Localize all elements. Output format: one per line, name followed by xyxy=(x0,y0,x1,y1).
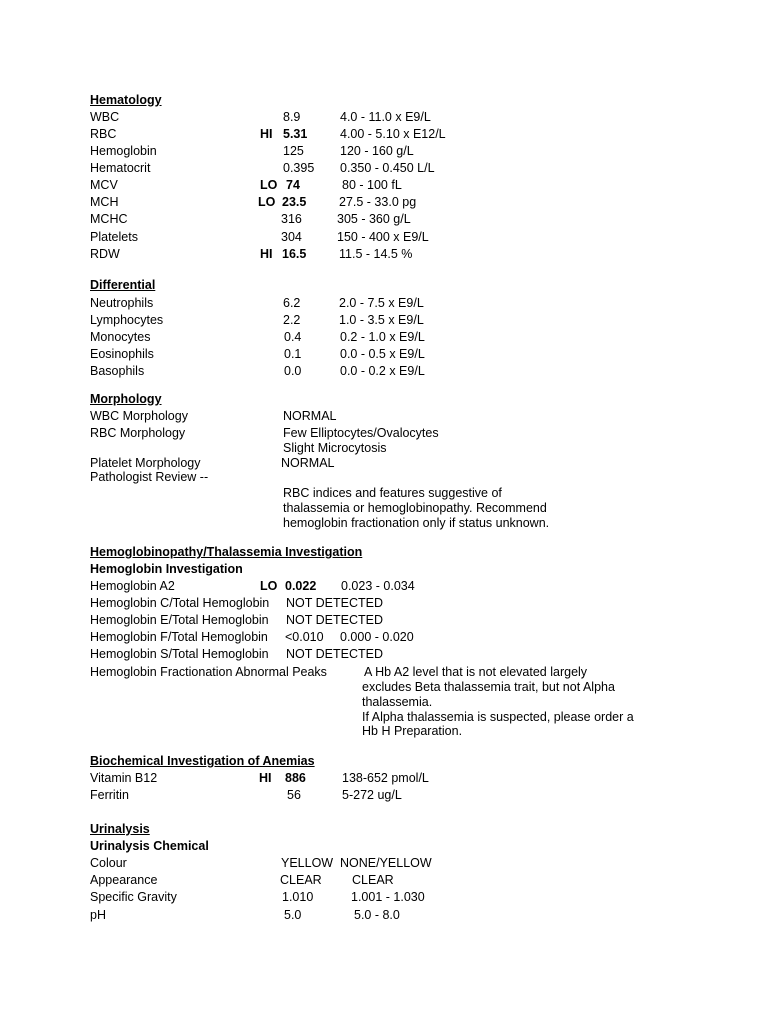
hb-peaks-comment-line: A Hb A2 level that is not elevated largely xyxy=(364,665,588,679)
hb-a2-value: 0.022 xyxy=(285,579,317,593)
rdw-flag: HI xyxy=(260,247,273,261)
morphology-heading: Morphology xyxy=(90,392,162,406)
basophils-range: 0.0 - 0.2 x E9/L xyxy=(340,364,425,378)
platelets-range: 150 - 400 x E9/L xyxy=(337,230,429,244)
lymphocytes-label: Lymphocytes xyxy=(90,313,164,327)
rbc-morphology-value-1: Few Elliptocytes/Ovalocytes xyxy=(283,426,439,440)
ph-range: 5.0 - 8.0 xyxy=(354,908,400,922)
basophils-value: 0.0 xyxy=(284,364,302,378)
rbc-flag: HI xyxy=(260,127,273,141)
rbc-range: 4.00 - 5.10 x E12/L xyxy=(340,127,446,141)
ph-label: pH xyxy=(90,908,106,922)
monocytes-value: 0.4 xyxy=(284,330,302,344)
mchc-range: 305 - 360 g/L xyxy=(337,212,411,226)
hb-f-range: 0.000 - 0.020 xyxy=(340,630,414,644)
specific-gravity-value: 1.010 xyxy=(282,890,314,904)
rbc-value: 5.31 xyxy=(283,127,308,141)
hb-c-value: NOT DETECTED xyxy=(286,596,383,610)
platelets-label: Platelets xyxy=(90,230,138,244)
appearance-value: CLEAR xyxy=(280,873,322,887)
hb-f-value: <0.010 xyxy=(285,630,324,644)
platelet-morphology-label: Platelet Morphology xyxy=(90,456,201,470)
hematocrit-range: 0.350 - 0.450 L/L xyxy=(340,161,435,175)
mcv-range: 80 - 100 fL xyxy=(342,178,402,192)
rbc-morphology-value-2: Slight Microcytosis xyxy=(283,441,387,455)
differential-heading: Differential xyxy=(90,278,156,292)
colour-value: YELLOW xyxy=(281,856,334,870)
pathologist-comment-line: hemoglobin fractionation only if status unknown. xyxy=(283,516,550,530)
vitamin-b12-label: Vitamin B12 xyxy=(90,771,158,785)
neutrophils-range: 2.0 - 7.5 x E9/L xyxy=(339,296,424,310)
ferritin-label: Ferritin xyxy=(90,788,129,802)
rbc-morphology-label: RBC Morphology xyxy=(90,426,186,440)
hemoglobin-label: Hemoglobin xyxy=(90,144,157,158)
hb-a2-range: 0.023 - 0.034 xyxy=(341,579,415,593)
mch-range: 27.5 - 33.0 pg xyxy=(339,195,417,209)
hb-s-label: Hemoglobin S/Total Hemoglobin xyxy=(90,647,269,661)
pathologist-comment-line: thalassemia or hemoglobinopathy. Recommend xyxy=(283,501,547,515)
mcv-label: MCV xyxy=(90,178,118,192)
hb-a2-label: Hemoglobin A2 xyxy=(90,579,175,593)
wbc-value: 8.9 xyxy=(283,110,301,124)
pathologist-review-label: Pathologist Review -- xyxy=(90,470,209,484)
platelet-morphology-value: NORMAL xyxy=(281,456,335,470)
anemias-heading: Biochemical Investigation of Anemias xyxy=(90,754,315,768)
hematology-heading: Hematology xyxy=(90,93,162,107)
hb-e-value: NOT DETECTED xyxy=(286,613,383,627)
mch-label: MCH xyxy=(90,195,119,209)
urinalysis-heading: Urinalysis xyxy=(90,822,150,836)
appearance-range: CLEAR xyxy=(352,873,394,887)
hemoglobin-investigation-subheading: Hemoglobin Investigation xyxy=(90,562,243,576)
ferritin-range: 5-272 ug/L xyxy=(342,788,402,802)
monocytes-label: Monocytes xyxy=(90,330,151,344)
basophils-label: Basophils xyxy=(90,364,145,378)
wbc-morphology-value: NORMAL xyxy=(283,409,337,423)
mchc-label: MCHC xyxy=(90,212,128,226)
mcv-flag: LO xyxy=(260,178,278,192)
eosinophils-value: 0.1 xyxy=(284,347,302,361)
hb-a2-flag: LO xyxy=(260,579,278,593)
hb-c-label: Hemoglobin C/Total Hemoglobin xyxy=(90,596,270,610)
hb-s-value: NOT DETECTED xyxy=(286,647,383,661)
mcv-value: 74 xyxy=(286,178,300,192)
hb-e-label: Hemoglobin E/Total Hemoglobin xyxy=(90,613,269,627)
rbc-label: RBC xyxy=(90,127,117,141)
mch-value: 23.5 xyxy=(282,195,307,209)
ferritin-value: 56 xyxy=(287,788,301,802)
platelets-value: 304 xyxy=(281,230,302,244)
hb-peaks-comment-line: If Alpha thalassemia is suspected, please order a xyxy=(362,710,634,724)
monocytes-range: 0.2 - 1.0 x E9/L xyxy=(340,330,425,344)
hematocrit-label: Hematocrit xyxy=(90,161,151,175)
wbc-range: 4.0 - 11.0 x E9/L xyxy=(340,110,431,124)
hb-peaks-comment-line: excludes Beta thalassemia trait, but not Alpha xyxy=(362,680,615,694)
colour-range: NONE/YELLOW xyxy=(340,856,432,870)
hb-peaks-comment-line: thalassemia. xyxy=(362,695,433,709)
hb-peaks-label: Hemoglobin Fractionation Abnormal Peaks xyxy=(90,665,327,679)
colour-label: Colour xyxy=(90,856,127,870)
eosinophils-label: Eosinophils xyxy=(90,347,154,361)
lymphocytes-value: 2.2 xyxy=(283,313,301,327)
hemoglobin-range: 120 - 160 g/L xyxy=(340,144,414,158)
rdw-range: 11.5 - 14.5 % xyxy=(339,247,413,261)
hb-peaks-comment-line: Hb H Preparation. xyxy=(362,724,463,738)
wbc-morphology-label: WBC Morphology xyxy=(90,409,188,423)
wbc-label: WBC xyxy=(90,110,120,124)
vitamin-b12-value: 886 xyxy=(285,771,306,785)
mchc-value: 316 xyxy=(281,212,302,226)
lymphocytes-range: 1.0 - 3.5 x E9/L xyxy=(339,313,424,327)
rdw-label: RDW xyxy=(90,247,120,261)
hb-f-label: Hemoglobin F/Total Hemoglobin xyxy=(90,630,268,644)
eosinophils-range: 0.0 - 0.5 x E9/L xyxy=(340,347,425,361)
hemoglobinopathy-heading: Hemoglobinopathy/Thalassemia Investigation xyxy=(90,545,363,559)
specific-gravity-range: 1.001 - 1.030 xyxy=(351,890,425,904)
hemoglobin-value: 125 xyxy=(283,144,304,158)
neutrophils-value: 6.2 xyxy=(283,296,301,310)
ph-value: 5.0 xyxy=(284,908,302,922)
pathologist-comment-line: RBC indices and features suggestive of xyxy=(283,486,502,500)
neutrophils-label: Neutrophils xyxy=(90,296,154,310)
vitamin-b12-flag: HI xyxy=(259,771,272,785)
urinalysis-chemical-subheading: Urinalysis Chemical xyxy=(90,839,209,853)
mch-flag: LO xyxy=(258,195,276,209)
appearance-label: Appearance xyxy=(90,873,158,887)
vitamin-b12-range: 138-652 pmol/L xyxy=(342,771,429,785)
rdw-value: 16.5 xyxy=(282,247,307,261)
hematocrit-value: 0.395 xyxy=(283,161,315,175)
specific-gravity-label: Specific Gravity xyxy=(90,890,177,904)
